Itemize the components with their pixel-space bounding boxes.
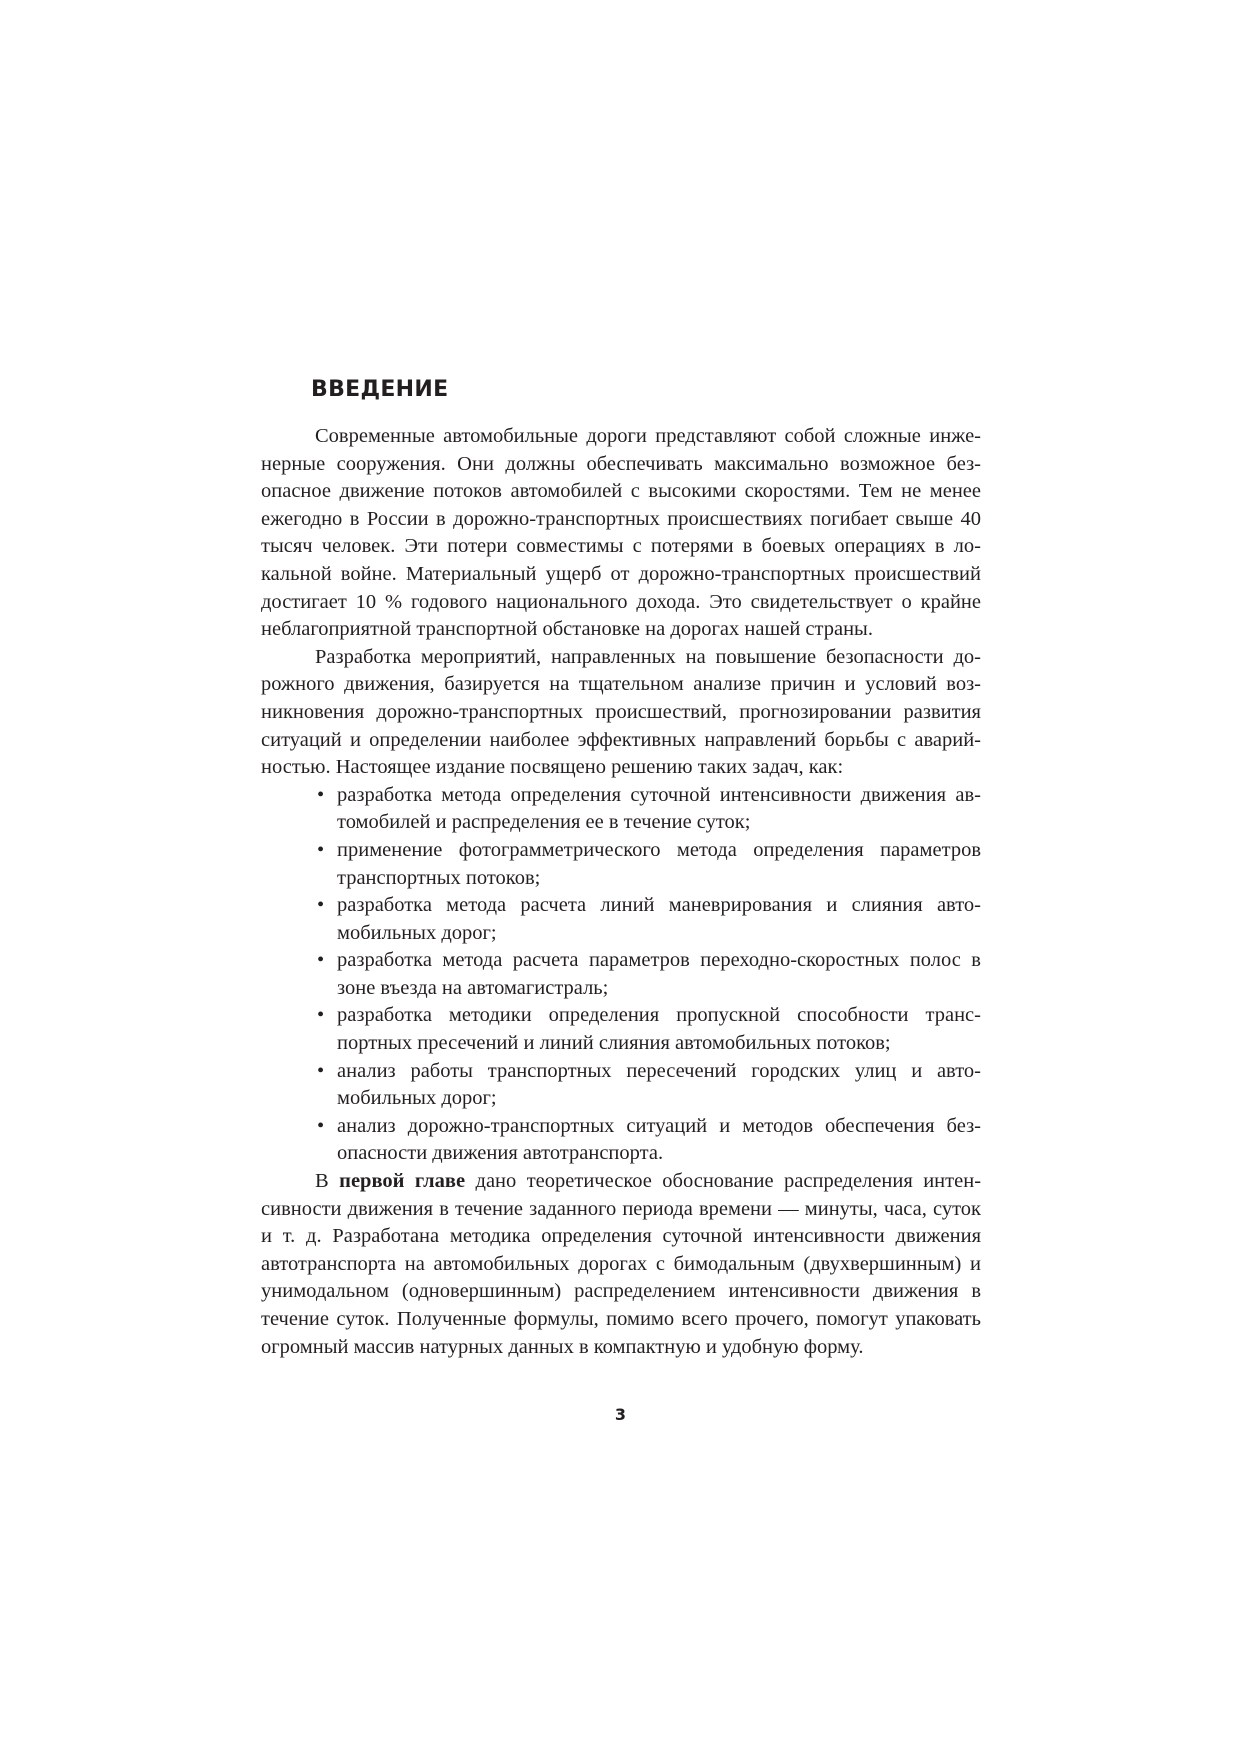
list-item-text: разработка метода расчета параметров переходно-скоростных полос в зоне въезда на автомагистраль; [337, 949, 981, 999]
list-item-text: применение фотограмметрического метода определения параметров транспортных потоков; [337, 838, 981, 889]
list-item-text: анализ дорожно-транспортных ситуаций и методов обеспечения безопасности движения автотранспорта. [337, 1114, 981, 1165]
list-item-text: разработка метода определения суточной интенсивности движения автомобилей и распределения ее в течение суток; [337, 783, 981, 834]
text-block [261, 375, 981, 1361]
bullet-icon: • [317, 894, 325, 917]
page-number: 3 [614, 1405, 627, 1424]
paragraph-first-chapter [261, 1168, 981, 1361]
list-item [315, 1113, 981, 1168]
list-item-text: анализ работы транспортных пересечений городских улиц и автомобильных дорог; [337, 1059, 981, 1110]
emphasis-first-chapter: первой главе [339, 1170, 466, 1193]
bullet-icon: • [317, 1059, 325, 1082]
paragraph-tasks: Разработка мероприятий, направленных на повышение безопасности дорожного движения, базируется на тщательном анализе причин и условий возникновения дорожно-транспортных происшествий, прогнозировании развития ситуаций и определении наиболее эффективных направлений борьбы с аварийностью. Настоящее издание посвящено решению таких задач, как: [261, 645, 981, 779]
bullet-icon: • [317, 783, 325, 806]
task-list [261, 782, 981, 1168]
bullet-icon: • [317, 1114, 325, 1137]
bullet-icon: • [317, 949, 325, 972]
paragraph-intro: Современные автомобильные дороги представляют собой сложные инженерные сооружения. Они должны обеспечивать максимально возможное безопасное движение потоков автомобилей с высокими скоростями. Тем не менее ежегодно в России в дорожно-транспортных происшествиях погибает свыше 40 тысяч человек. Эти потери совместимы с потерями в боевых операциях в локальной войне. Материальный ущерб от дорожно-транспортных происшествий достигает 10 % годового национального дохода. Это свидетельствует о крайне неблагоприятной транспортной обстановке на дорогах нашей страны. [261, 425, 981, 641]
chapter-heading: ВВЕДЕНИЕ [311, 377, 449, 402]
bullet-icon: • [317, 1004, 325, 1027]
paragraph-rest: дано теоретическое обоснование распределения интенсивности движения в течение заданного периода времени — минуты, часа, суток и т. д. Разработана методика определения суточной интенсивности движения автотранспорта на автомобильных дорогах с бимодальным (двухвершинным) и унимодальном (одновершинным) распределением интенсивности движения в течение суток. Полученные формулы, помимо всего прочего, помогут упаковать огромный массив натурных данных в компактную и удобную форму. [261, 1170, 982, 1358]
list-item [315, 892, 981, 947]
list-item-text: разработка методики определения пропускной способности транспортных пресечений и линий слияния автомобильных потоков; [337, 1004, 981, 1055]
list-item-text: разработка метода расчета линий маневрирования и слияния автомобильных дорог; [337, 894, 981, 944]
list-item [315, 947, 981, 1002]
list-item [315, 1058, 981, 1113]
list-item [315, 782, 981, 837]
bullet-icon: • [317, 838, 325, 861]
paragraph-prefix: В [315, 1170, 329, 1193]
list-item [315, 1002, 981, 1057]
list-item [315, 837, 981, 892]
